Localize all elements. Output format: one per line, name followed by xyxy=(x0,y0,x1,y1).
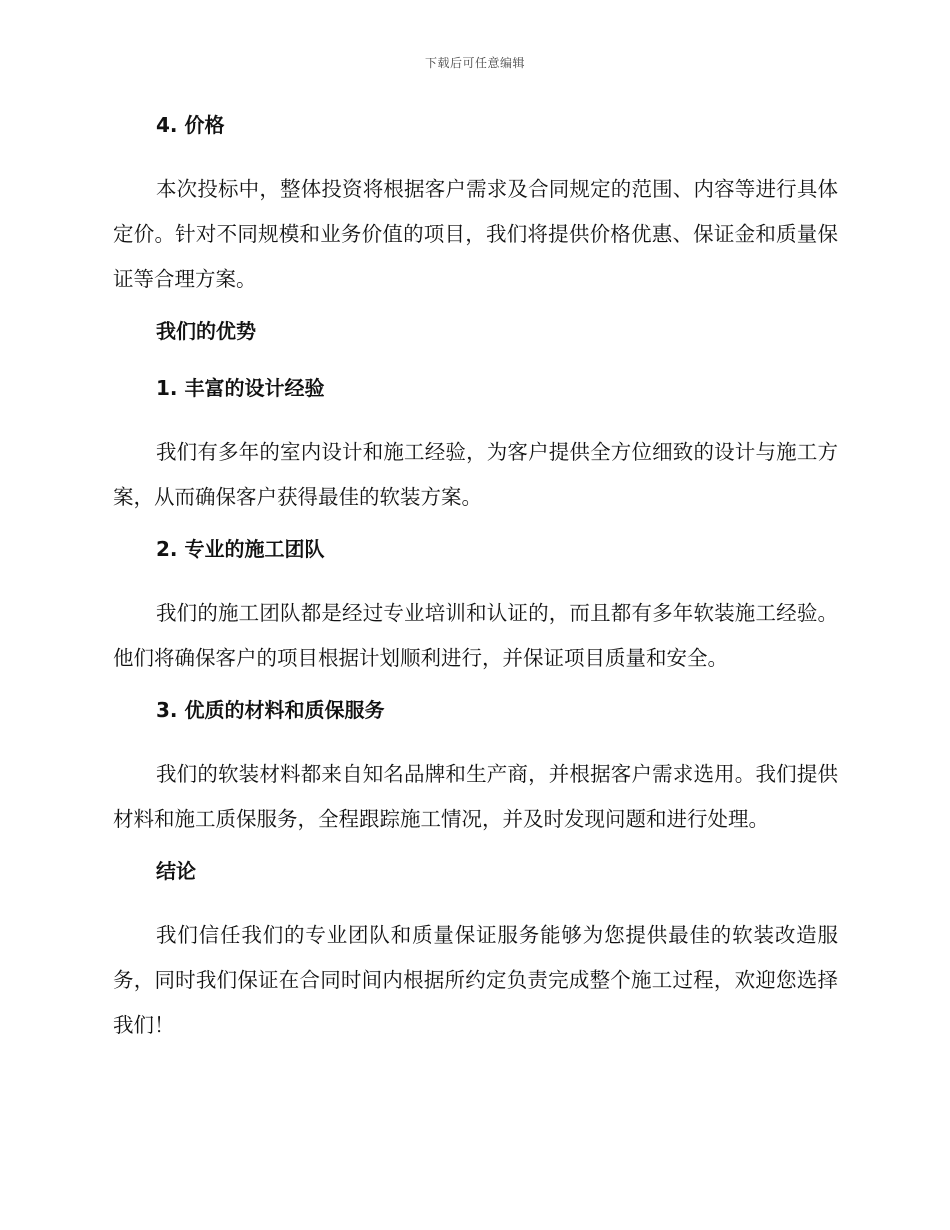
advantage-1-heading: 1. 丰富的设计经验 xyxy=(156,376,325,400)
conclusion-heading: 结论 xyxy=(156,859,196,883)
price-heading: 4. 价格 xyxy=(156,113,225,137)
advantage-3-paragraph: 我们的软装材料都来自知名品牌和生产商，并根据客户需求选用。我们提供材料和施工质保服务，全程跟踪施工情况，并及时发现问题和进行处理。 xyxy=(113,762,838,831)
header-note: 下载后可任意编辑 xyxy=(424,56,525,70)
advantages-heading: 我们的优势 xyxy=(156,319,256,343)
advantage-3-heading: 3. 优质的材料和质保服务 xyxy=(156,698,385,722)
document-body xyxy=(113,110,838,1048)
advantage-1-paragraph: 我们有多年的室内设计和施工经验，为客户提供全方位细致的设计与施工方案，从而确保客户获得最佳的软装方案。 xyxy=(113,440,838,509)
price-paragraph: 本次投标中，整体投资将根据客户需求及合同规定的范围、内容等进行具体定价。针对不同规模和业务价值的项目，我们将提供价格优惠、保证金和质量保证等合理方案。 xyxy=(113,177,838,291)
conclusion-paragraph: 我们信任我们的专业团队和质量保证服务能够为您提供最佳的软装改造服务，同时我们保证在合同时间内根据所约定负责完成整个施工过程，欢迎您选择我们！ xyxy=(113,923,838,1037)
advantage-2-heading: 2. 专业的施工团队 xyxy=(156,537,325,561)
advantage-2-paragraph: 我们的施工团队都是经过专业培训和认证的，而且都有多年软装施工经验。他们将确保客户的项目根据计划顺利进行，并保证项目质量和安全。 xyxy=(113,601,838,670)
